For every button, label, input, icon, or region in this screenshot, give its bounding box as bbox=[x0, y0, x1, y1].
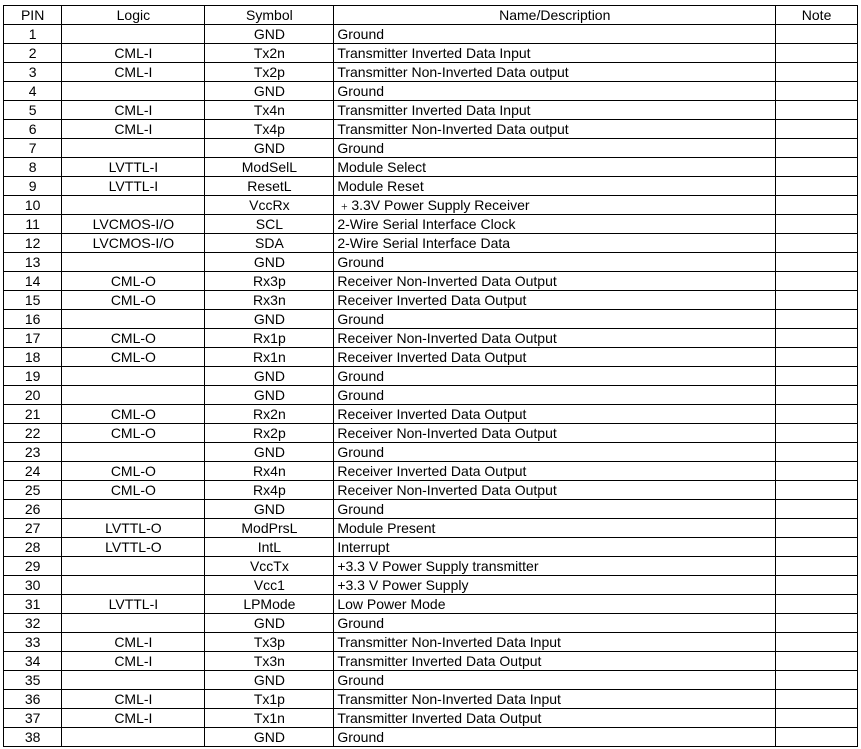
cell-pin: 14 bbox=[4, 272, 62, 291]
cell-logic: CML-I bbox=[62, 63, 205, 82]
cell-symbol: GND bbox=[205, 310, 334, 329]
cell-description: Receiver Non-Inverted Data Output bbox=[334, 272, 776, 291]
cell-pin: 1 bbox=[4, 25, 62, 44]
cell-note bbox=[776, 234, 858, 253]
cell-symbol: Tx3p bbox=[205, 633, 334, 652]
cell-note bbox=[776, 63, 858, 82]
cell-logic bbox=[62, 671, 205, 690]
cell-note bbox=[776, 462, 858, 481]
cell-description: Ground bbox=[334, 500, 776, 519]
cell-pin: 37 bbox=[4, 709, 62, 728]
cell-pin: 3 bbox=[4, 63, 62, 82]
cell-pin: 20 bbox=[4, 386, 62, 405]
cell-note bbox=[776, 424, 858, 443]
cell-symbol: VccTx bbox=[205, 557, 334, 576]
table-row bbox=[4, 120, 858, 139]
cell-symbol: Tx2p bbox=[205, 63, 334, 82]
cell-symbol: GND bbox=[205, 253, 334, 272]
cell-note bbox=[776, 386, 858, 405]
cell-symbol: GND bbox=[205, 367, 334, 386]
cell-note bbox=[776, 595, 858, 614]
header-note: Note bbox=[776, 6, 858, 25]
cell-symbol: Tx4n bbox=[205, 101, 334, 120]
table-row bbox=[4, 405, 858, 424]
header-pin: PIN bbox=[4, 6, 62, 25]
cell-description: Ground bbox=[334, 139, 776, 158]
cell-symbol: SCL bbox=[205, 215, 334, 234]
table-row bbox=[4, 253, 858, 272]
cell-logic: LVCMOS-I/O bbox=[62, 234, 205, 253]
cell-symbol: GND bbox=[205, 386, 334, 405]
cell-pin: 11 bbox=[4, 215, 62, 234]
cell-logic: CML-O bbox=[62, 329, 205, 348]
table-row bbox=[4, 519, 858, 538]
cell-pin: 33 bbox=[4, 633, 62, 652]
cell-note bbox=[776, 348, 858, 367]
cell-note bbox=[776, 405, 858, 424]
cell-symbol: Tx2n bbox=[205, 44, 334, 63]
table-row bbox=[4, 690, 858, 709]
table-row bbox=[4, 158, 858, 177]
cell-symbol: Tx4p bbox=[205, 120, 334, 139]
table-row bbox=[4, 633, 858, 652]
table-row bbox=[4, 101, 858, 120]
cell-symbol: ResetL bbox=[205, 177, 334, 196]
cell-logic: CML-O bbox=[62, 424, 205, 443]
cell-logic: CML-I bbox=[62, 652, 205, 671]
cell-logic bbox=[62, 25, 205, 44]
cell-description: Ground bbox=[334, 443, 776, 462]
cell-logic: CML-O bbox=[62, 462, 205, 481]
cell-description: +3.3 V Power Supply transmitter bbox=[334, 557, 776, 576]
cell-logic bbox=[62, 253, 205, 272]
cell-pin: 25 bbox=[4, 481, 62, 500]
table-row bbox=[4, 367, 858, 386]
cell-logic bbox=[62, 139, 205, 158]
cell-description: Ground bbox=[334, 614, 776, 633]
cell-description: Ground bbox=[334, 728, 776, 747]
cell-description: +3.3 V Power Supply bbox=[334, 576, 776, 595]
cell-description: 2-Wire Serial Interface Clock bbox=[334, 215, 776, 234]
cell-pin: 28 bbox=[4, 538, 62, 557]
cell-pin: 31 bbox=[4, 595, 62, 614]
cell-description: Module Present bbox=[334, 519, 776, 538]
cell-symbol: Rx1p bbox=[205, 329, 334, 348]
table-row bbox=[4, 310, 858, 329]
cell-description: ﹢3.3V Power Supply Receiver bbox=[334, 196, 776, 215]
cell-note bbox=[776, 329, 858, 348]
cell-note bbox=[776, 310, 858, 329]
table-row bbox=[4, 63, 858, 82]
cell-pin: 23 bbox=[4, 443, 62, 462]
cell-logic bbox=[62, 443, 205, 462]
cell-logic bbox=[62, 576, 205, 595]
cell-description: Receiver Inverted Data Output bbox=[334, 405, 776, 424]
cell-logic: CML-I bbox=[62, 120, 205, 139]
cell-logic: LVTTL-I bbox=[62, 158, 205, 177]
cell-note bbox=[776, 690, 858, 709]
table-row bbox=[4, 215, 858, 234]
cell-symbol: Tx3n bbox=[205, 652, 334, 671]
cell-pin: 12 bbox=[4, 234, 62, 253]
cell-description: 2-Wire Serial Interface Data bbox=[334, 234, 776, 253]
table-row bbox=[4, 481, 858, 500]
cell-note bbox=[776, 177, 858, 196]
cell-pin: 36 bbox=[4, 690, 62, 709]
cell-note bbox=[776, 671, 858, 690]
cell-note bbox=[776, 272, 858, 291]
cell-logic bbox=[62, 386, 205, 405]
cell-logic bbox=[62, 367, 205, 386]
header-logic: Logic bbox=[62, 6, 205, 25]
cell-note bbox=[776, 519, 858, 538]
table-row bbox=[4, 234, 858, 253]
cell-note bbox=[776, 481, 858, 500]
cell-symbol: SDA bbox=[205, 234, 334, 253]
cell-logic: CML-O bbox=[62, 348, 205, 367]
cell-symbol: ModPrsL bbox=[205, 519, 334, 538]
cell-symbol: Tx1p bbox=[205, 690, 334, 709]
table-row bbox=[4, 25, 858, 44]
cell-logic: LVTTL-O bbox=[62, 538, 205, 557]
cell-pin: 7 bbox=[4, 139, 62, 158]
table-row bbox=[4, 500, 858, 519]
table-row bbox=[4, 728, 858, 747]
cell-description: Ground bbox=[334, 310, 776, 329]
cell-symbol: Rx2n bbox=[205, 405, 334, 424]
cell-note bbox=[776, 25, 858, 44]
cell-pin: 21 bbox=[4, 405, 62, 424]
table-row bbox=[4, 177, 858, 196]
cell-pin: 6 bbox=[4, 120, 62, 139]
table-row bbox=[4, 329, 858, 348]
cell-symbol: Vcc1 bbox=[205, 576, 334, 595]
cell-logic: CML-O bbox=[62, 405, 205, 424]
cell-note bbox=[776, 443, 858, 462]
cell-pin: 5 bbox=[4, 101, 62, 120]
cell-description: Transmitter Inverted Data Input bbox=[334, 44, 776, 63]
cell-note bbox=[776, 120, 858, 139]
cell-description: Receiver Inverted Data Output bbox=[334, 291, 776, 310]
table-row bbox=[4, 557, 858, 576]
cell-description: Receiver Non-Inverted Data Output bbox=[334, 329, 776, 348]
pin-assignment-table bbox=[3, 5, 858, 747]
cell-logic: CML-I bbox=[62, 44, 205, 63]
cell-note bbox=[776, 158, 858, 177]
cell-note bbox=[776, 44, 858, 63]
cell-description: Transmitter Inverted Data Output bbox=[334, 652, 776, 671]
cell-note bbox=[776, 557, 858, 576]
cell-pin: 38 bbox=[4, 728, 62, 747]
cell-pin: 2 bbox=[4, 44, 62, 63]
cell-note bbox=[776, 253, 858, 272]
cell-symbol: GND bbox=[205, 443, 334, 462]
cell-pin: 19 bbox=[4, 367, 62, 386]
cell-pin: 17 bbox=[4, 329, 62, 348]
cell-note bbox=[776, 652, 858, 671]
cell-description: Transmitter Inverted Data Input bbox=[334, 101, 776, 120]
cell-note bbox=[776, 576, 858, 595]
cell-logic bbox=[62, 196, 205, 215]
cell-description: Ground bbox=[334, 671, 776, 690]
cell-symbol: GND bbox=[205, 614, 334, 633]
cell-pin: 9 bbox=[4, 177, 62, 196]
cell-description: Module Select bbox=[334, 158, 776, 177]
cell-pin: 34 bbox=[4, 652, 62, 671]
table-header-row bbox=[4, 6, 858, 25]
cell-logic bbox=[62, 310, 205, 329]
cell-symbol: GND bbox=[205, 25, 334, 44]
table-row bbox=[4, 291, 858, 310]
cell-description: Transmitter Inverted Data Output bbox=[334, 709, 776, 728]
cell-logic: CML-I bbox=[62, 709, 205, 728]
cell-logic: CML-O bbox=[62, 291, 205, 310]
cell-description: Ground bbox=[334, 386, 776, 405]
cell-logic bbox=[62, 82, 205, 101]
header-symbol: Symbol bbox=[205, 6, 334, 25]
cell-description: Ground bbox=[334, 253, 776, 272]
cell-pin: 18 bbox=[4, 348, 62, 367]
cell-symbol: Rx4p bbox=[205, 481, 334, 500]
cell-symbol: GND bbox=[205, 500, 334, 519]
cell-description: Module Reset bbox=[334, 177, 776, 196]
table-row bbox=[4, 44, 858, 63]
cell-logic: CML-I bbox=[62, 633, 205, 652]
cell-logic: LVTTL-I bbox=[62, 177, 205, 196]
table-row bbox=[4, 196, 858, 215]
cell-pin: 8 bbox=[4, 158, 62, 177]
cell-logic: LVCMOS-I/O bbox=[62, 215, 205, 234]
cell-pin: 35 bbox=[4, 671, 62, 690]
cell-description: Ground bbox=[334, 25, 776, 44]
cell-note bbox=[776, 196, 858, 215]
cell-note bbox=[776, 367, 858, 386]
table-row bbox=[4, 538, 858, 557]
cell-note bbox=[776, 215, 858, 234]
cell-symbol: GND bbox=[205, 671, 334, 690]
cell-symbol: Rx3p bbox=[205, 272, 334, 291]
cell-symbol: ModSelL bbox=[205, 158, 334, 177]
header-description: Name/Description bbox=[334, 6, 776, 25]
table-row bbox=[4, 443, 858, 462]
cell-note bbox=[776, 709, 858, 728]
table-row bbox=[4, 595, 858, 614]
cell-logic: CML-I bbox=[62, 101, 205, 120]
cell-logic bbox=[62, 557, 205, 576]
table-row bbox=[4, 576, 858, 595]
table-row bbox=[4, 82, 858, 101]
cell-logic bbox=[62, 500, 205, 519]
cell-symbol: Rx1n bbox=[205, 348, 334, 367]
cell-pin: 32 bbox=[4, 614, 62, 633]
cell-description: Ground bbox=[334, 367, 776, 386]
cell-description: Receiver Non-Inverted Data Output bbox=[334, 481, 776, 500]
cell-description: Transmitter Non-Inverted Data Input bbox=[334, 633, 776, 652]
cell-description: Low Power Mode bbox=[334, 595, 776, 614]
cell-description: Transmitter Non-Inverted Data Input bbox=[334, 690, 776, 709]
cell-description: Receiver Non-Inverted Data Output bbox=[334, 424, 776, 443]
table-row bbox=[4, 386, 858, 405]
cell-description: Ground bbox=[334, 82, 776, 101]
cell-pin: 27 bbox=[4, 519, 62, 538]
cell-symbol: LPMode bbox=[205, 595, 334, 614]
cell-symbol: Rx3n bbox=[205, 291, 334, 310]
cell-note bbox=[776, 82, 858, 101]
cell-logic: CML-I bbox=[62, 690, 205, 709]
table-row bbox=[4, 424, 858, 443]
table-row bbox=[4, 272, 858, 291]
table-row bbox=[4, 709, 858, 728]
cell-logic: LVTTL-O bbox=[62, 519, 205, 538]
cell-pin: 24 bbox=[4, 462, 62, 481]
cell-pin: 30 bbox=[4, 576, 62, 595]
cell-note bbox=[776, 291, 858, 310]
table-row bbox=[4, 671, 858, 690]
cell-note bbox=[776, 614, 858, 633]
cell-description: Transmitter Non-Inverted Data output bbox=[334, 120, 776, 139]
cell-description: Receiver Inverted Data Output bbox=[334, 462, 776, 481]
table-row bbox=[4, 462, 858, 481]
cell-logic: LVTTL-I bbox=[62, 595, 205, 614]
table-row bbox=[4, 348, 858, 367]
cell-symbol: GND bbox=[205, 728, 334, 747]
cell-pin: 22 bbox=[4, 424, 62, 443]
cell-symbol: Rx2p bbox=[205, 424, 334, 443]
cell-logic bbox=[62, 728, 205, 747]
cell-symbol: GND bbox=[205, 139, 334, 158]
cell-pin: 13 bbox=[4, 253, 62, 272]
cell-logic: CML-O bbox=[62, 272, 205, 291]
cell-symbol: IntL bbox=[205, 538, 334, 557]
cell-description: Receiver Inverted Data Output bbox=[334, 348, 776, 367]
cell-note bbox=[776, 538, 858, 557]
cell-symbol: Rx4n bbox=[205, 462, 334, 481]
cell-note bbox=[776, 101, 858, 120]
cell-pin: 26 bbox=[4, 500, 62, 519]
cell-note bbox=[776, 139, 858, 158]
cell-pin: 29 bbox=[4, 557, 62, 576]
table-row bbox=[4, 139, 858, 158]
cell-pin: 15 bbox=[4, 291, 62, 310]
table-row bbox=[4, 652, 858, 671]
table-body bbox=[4, 25, 858, 747]
cell-note bbox=[776, 633, 858, 652]
cell-pin: 16 bbox=[4, 310, 62, 329]
cell-pin: 10 bbox=[4, 196, 62, 215]
cell-description: Transmitter Non-Inverted Data output bbox=[334, 63, 776, 82]
cell-symbol: Tx1n bbox=[205, 709, 334, 728]
cell-note bbox=[776, 728, 858, 747]
cell-logic bbox=[62, 614, 205, 633]
cell-note bbox=[776, 500, 858, 519]
cell-symbol: GND bbox=[205, 82, 334, 101]
cell-logic: CML-O bbox=[62, 481, 205, 500]
table-row bbox=[4, 614, 858, 633]
cell-description: Interrupt bbox=[334, 538, 776, 557]
cell-symbol: VccRx bbox=[205, 196, 334, 215]
cell-pin: 4 bbox=[4, 82, 62, 101]
